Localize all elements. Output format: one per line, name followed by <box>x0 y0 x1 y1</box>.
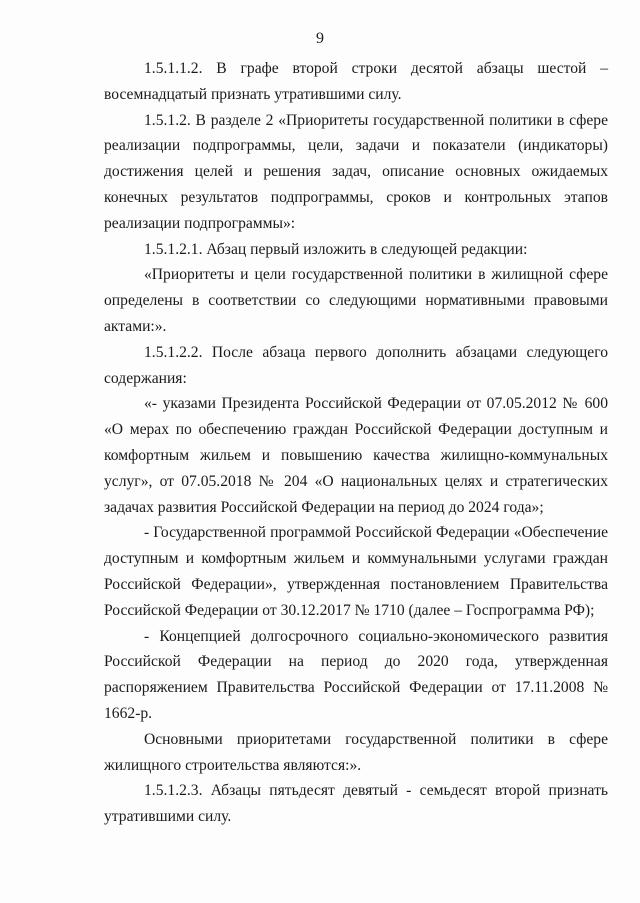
page-number: 9 <box>316 30 324 47</box>
decrees-list-item: «- указами Президента Российской Федерации от 07.05.2012 № 600 «О мерах по обеспечению граждан Российской Федерации доступным и комфортным жильем и повышению качества жилищно-коммунальных услуг», от 07.05.2018 № 204 «О национальных целях и стратегических задачах развития Российской Федерации на период до 2024 года»; <box>104 395 608 516</box>
main-priorities-paragraph: Основными приоритетами государственной политики в сфере жилищного строительства являются:». <box>104 730 608 774</box>
quoted-priorities-paragraph: «Приоритеты и цели государственной политики в жилищной сфере определены в соответствии со следующими нормативными правовыми актами:». <box>104 266 608 335</box>
concept-list-item: - Концепцией долгосрочного социально-экономического развития Российской Федерации на период до 2020 года, утвержденная распоряжением Правительства Российской Федерации от 17.11.2008 № 1662-р. <box>104 627 608 722</box>
document-body <box>104 56 608 830</box>
paragraph-1-5-1-2-1: 1.5.1.2.1. Абзац первый изложить в следующей редакции: <box>144 240 528 258</box>
paragraph-1-5-1-2-3: 1.5.1.2.3. Абзацы пятьдесят девятый - семьдесят второй признать утратившими силу. <box>104 782 608 826</box>
paragraph-1-5-1-2: 1.5.1.2. В разделе 2 «Приоритеты государственной политики в сфере реализации подпрограммы, цели, задачи и показатели (индикаторы) достижения целей и решения задач, описание основных ожидаемых конечных результатов подпрограммы, сроков и контрольных этапов реализации подпрограммы»: <box>104 111 608 232</box>
state-program-list-item: - Государственной программой Российской Федерации «Обеспечение доступным и комфортным жильем и коммунальными услугами граждан Российской Федерации», утвержденная постановлением Правительства Российской Федерации от 30.12.2017 № 1710 (далее – Госпрограмма РФ); <box>104 524 608 619</box>
paragraph-1-5-1-1-2: 1.5.1.1.2. В графе второй строки десятой абзацы шестой – восемнадцатый признать утратившими силу. <box>104 60 608 103</box>
paragraph-1-5-1-2-2: 1.5.1.2.2. После абзаца первого дополнить абзацами следующего содержания: <box>104 343 608 387</box>
